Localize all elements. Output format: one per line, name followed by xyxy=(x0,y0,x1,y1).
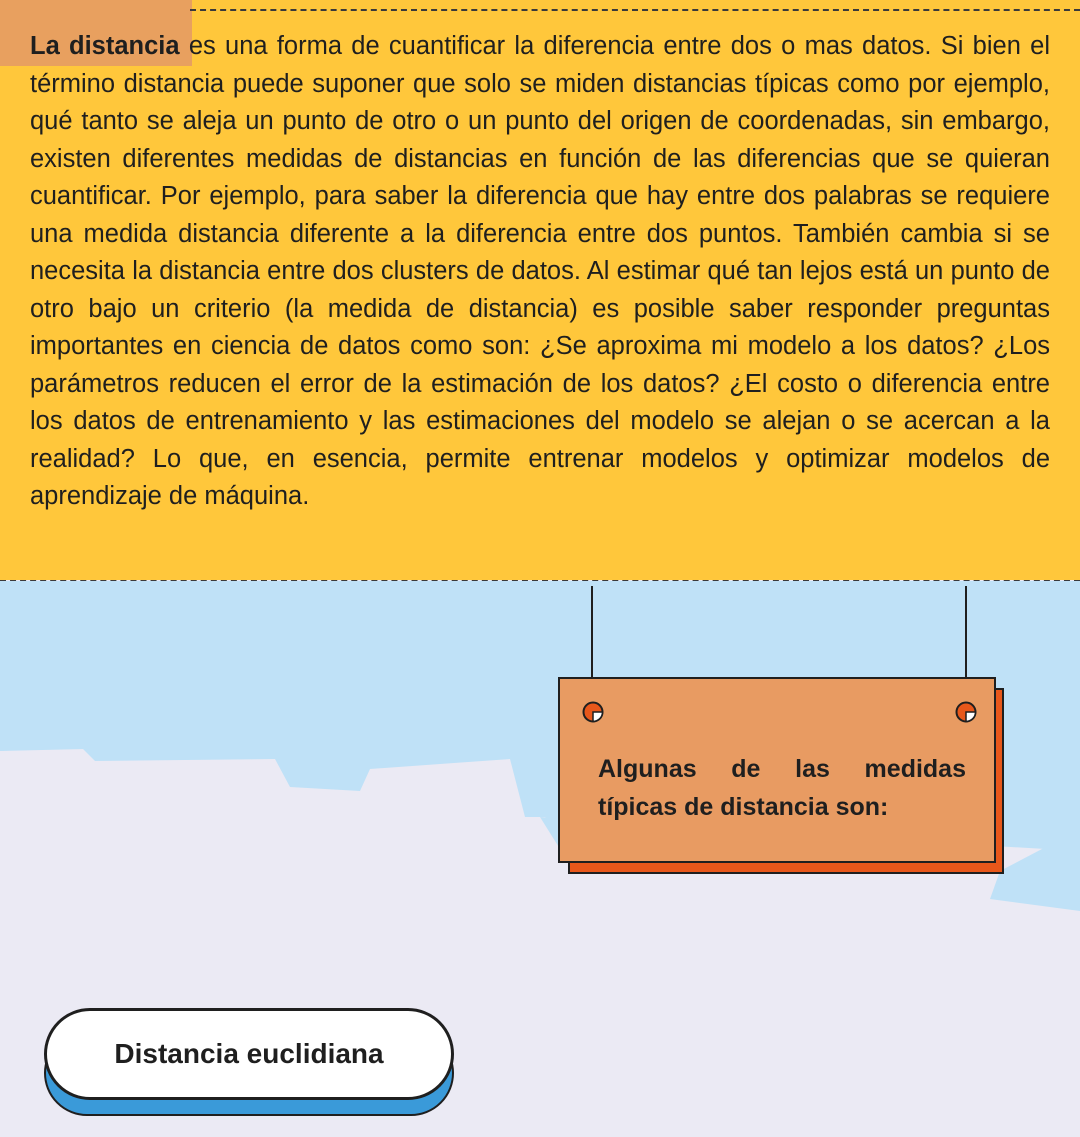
pill-label: Distancia euclidiana xyxy=(114,1038,384,1069)
pin-left-icon xyxy=(582,701,604,723)
intro-term: La distancia xyxy=(30,32,180,60)
top-dashed-line xyxy=(190,9,1080,11)
pin-right-icon xyxy=(955,701,977,723)
intro-body: es una forma de cuantificar la diferencia entre dos o mas datos. Si bien el término distancia puede suponer que solo se miden distancias típicas como por ejemplo, qué tanto se aleja un punto de otro o un punto del origen de coordenadas, sin embargo, existen diferentes medidas de distancias en función de las diferencias que se quieran cuantificar. Por ejemplo, para saber la diferencia que hay entre dos palabras se requiere una medida distancia diferente a la diferencia entre dos puntos. También cambia si se necesita la distancia entre dos clusters de datos. Al estimar qué tan lejos está un punto de otro bajo un criterio (la medida de distancia) es posible saber responder preguntas importantes en ciencia de datos como son: ¿Se aproxima mi modelo a los datos? ¿Los parámetros reducen el error de la estimación de los datos? ¿El costo o diferencia entre los datos de entrenamiento y las estimaciones del modelo se alejan o se acercan a la realidad? Lo que, en esencia, permite entrenar modelos y optimizar modelos de aprendizaje de máquina. xyxy=(30,32,1051,510)
sign-text: Algunas de las medidas típicas de distancia son: xyxy=(598,755,966,821)
intro-paragraph xyxy=(30,28,1050,516)
